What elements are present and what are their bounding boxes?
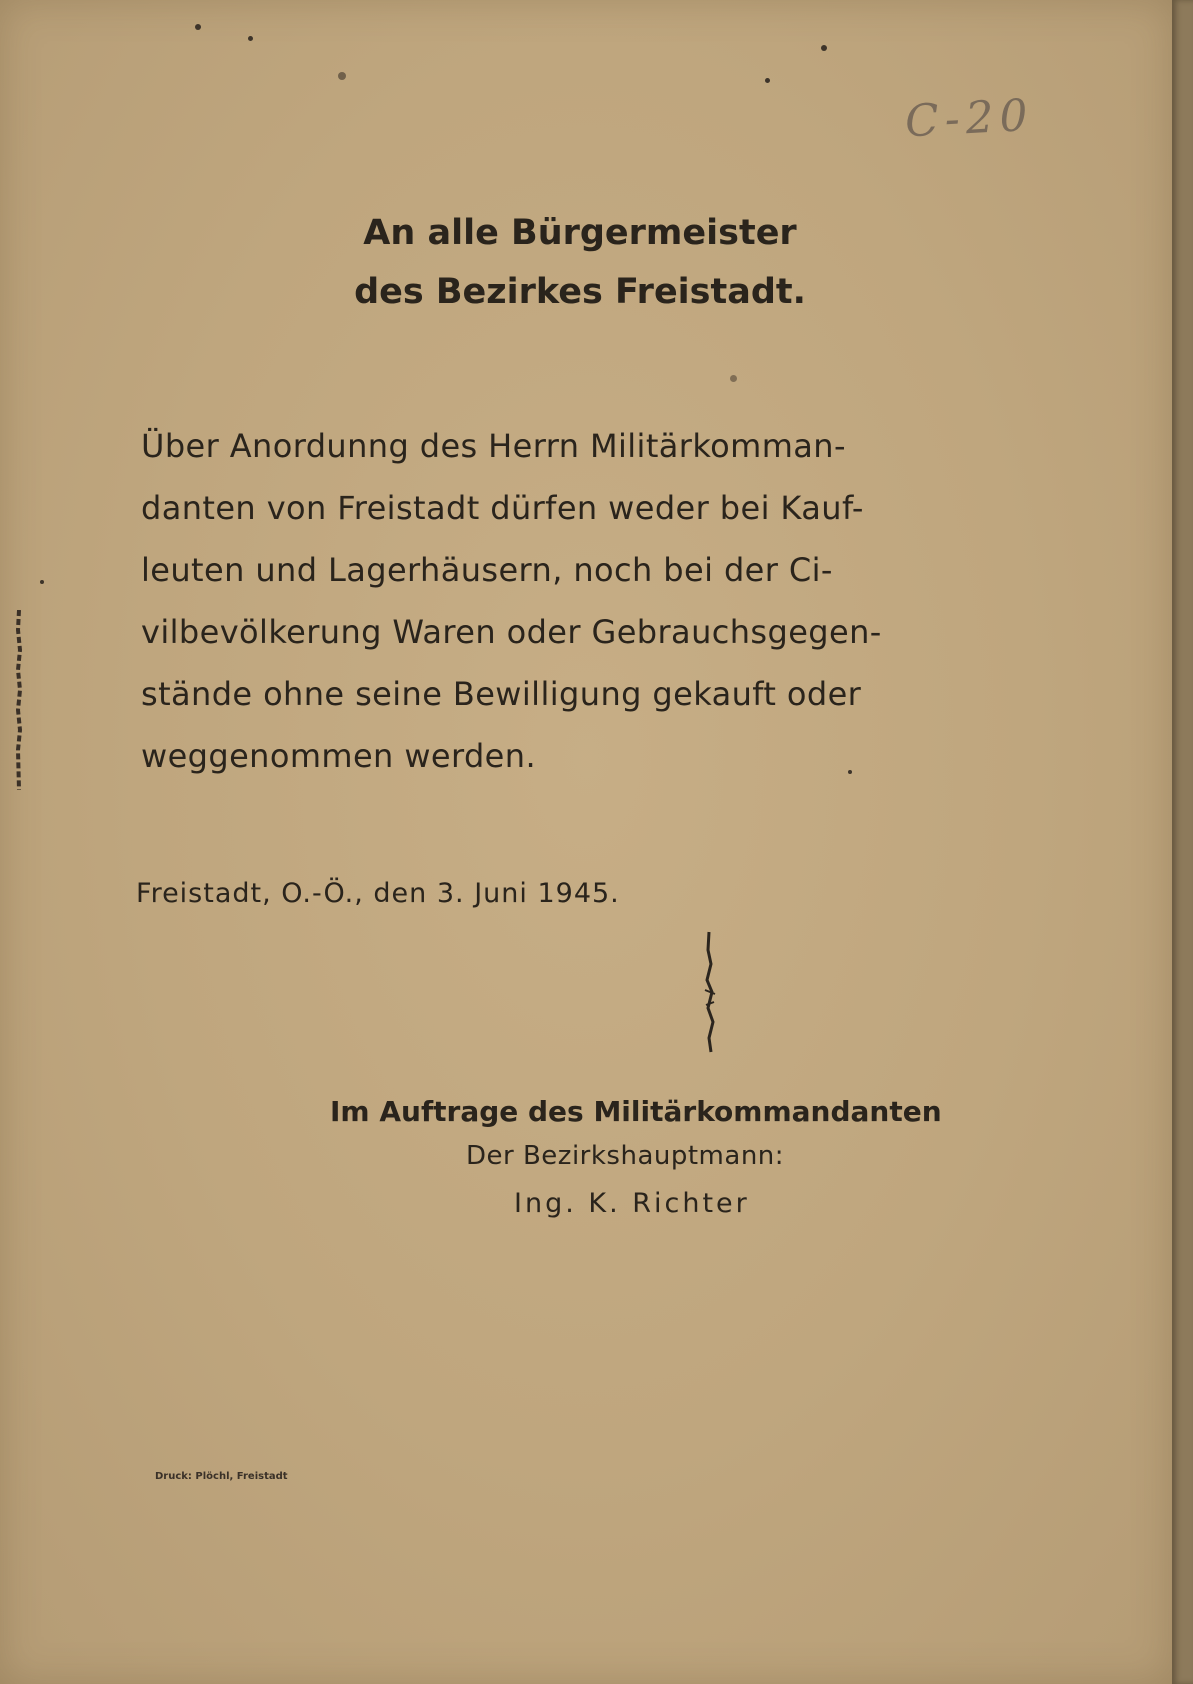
signature-name: Ing. K. Richter <box>514 1188 750 1219</box>
title-line-2: des Bezirkes Freistadt. <box>354 272 806 312</box>
paper-speck <box>821 45 827 51</box>
paper-speck <box>730 375 737 382</box>
body-line-1: Über Anordunng des Herrn Militärkomman- <box>141 427 846 465</box>
ink-mark <box>695 930 725 1055</box>
signature-role: Der Bezirkshauptmann: <box>466 1141 785 1171</box>
title-line-1: An alle Bürgermeister <box>363 213 797 253</box>
paper-speck <box>765 78 770 83</box>
date-place-line: Freistadt, O.-Ö., den 3. Juni 1945. <box>136 878 620 909</box>
body-line-4: vilbevölkerung Waren oder Gebrauchsgegen- <box>141 613 882 651</box>
notice-body <box>141 415 1011 787</box>
body-line-6: weggenommen werden. <box>141 737 537 775</box>
body-line-2: danten von Freistadt dürfen weder bei Kauf- <box>141 489 864 527</box>
body-line-3: leuten und Lagerhäusern, noch bei der Ci- <box>141 551 833 589</box>
paper-speck <box>848 770 852 774</box>
body-line-5: stände ohne seine Bewilligung gekauft oder <box>141 675 862 713</box>
signature-block <box>330 1090 1030 1230</box>
archive-reference-handwritten: C-20 <box>903 89 1035 148</box>
paper-speck <box>338 72 346 80</box>
signature-authority: Im Auftrage des Militärkommandanten <box>330 1095 942 1128</box>
binding-marks <box>12 610 26 790</box>
page-edge <box>1172 0 1193 1684</box>
paper-speck <box>248 36 253 41</box>
printer-imprint: Druck: Plöchl, Freistadt <box>155 1471 288 1482</box>
paper-speck <box>195 24 201 30</box>
paper-speck <box>40 580 44 584</box>
document-title <box>300 204 860 322</box>
